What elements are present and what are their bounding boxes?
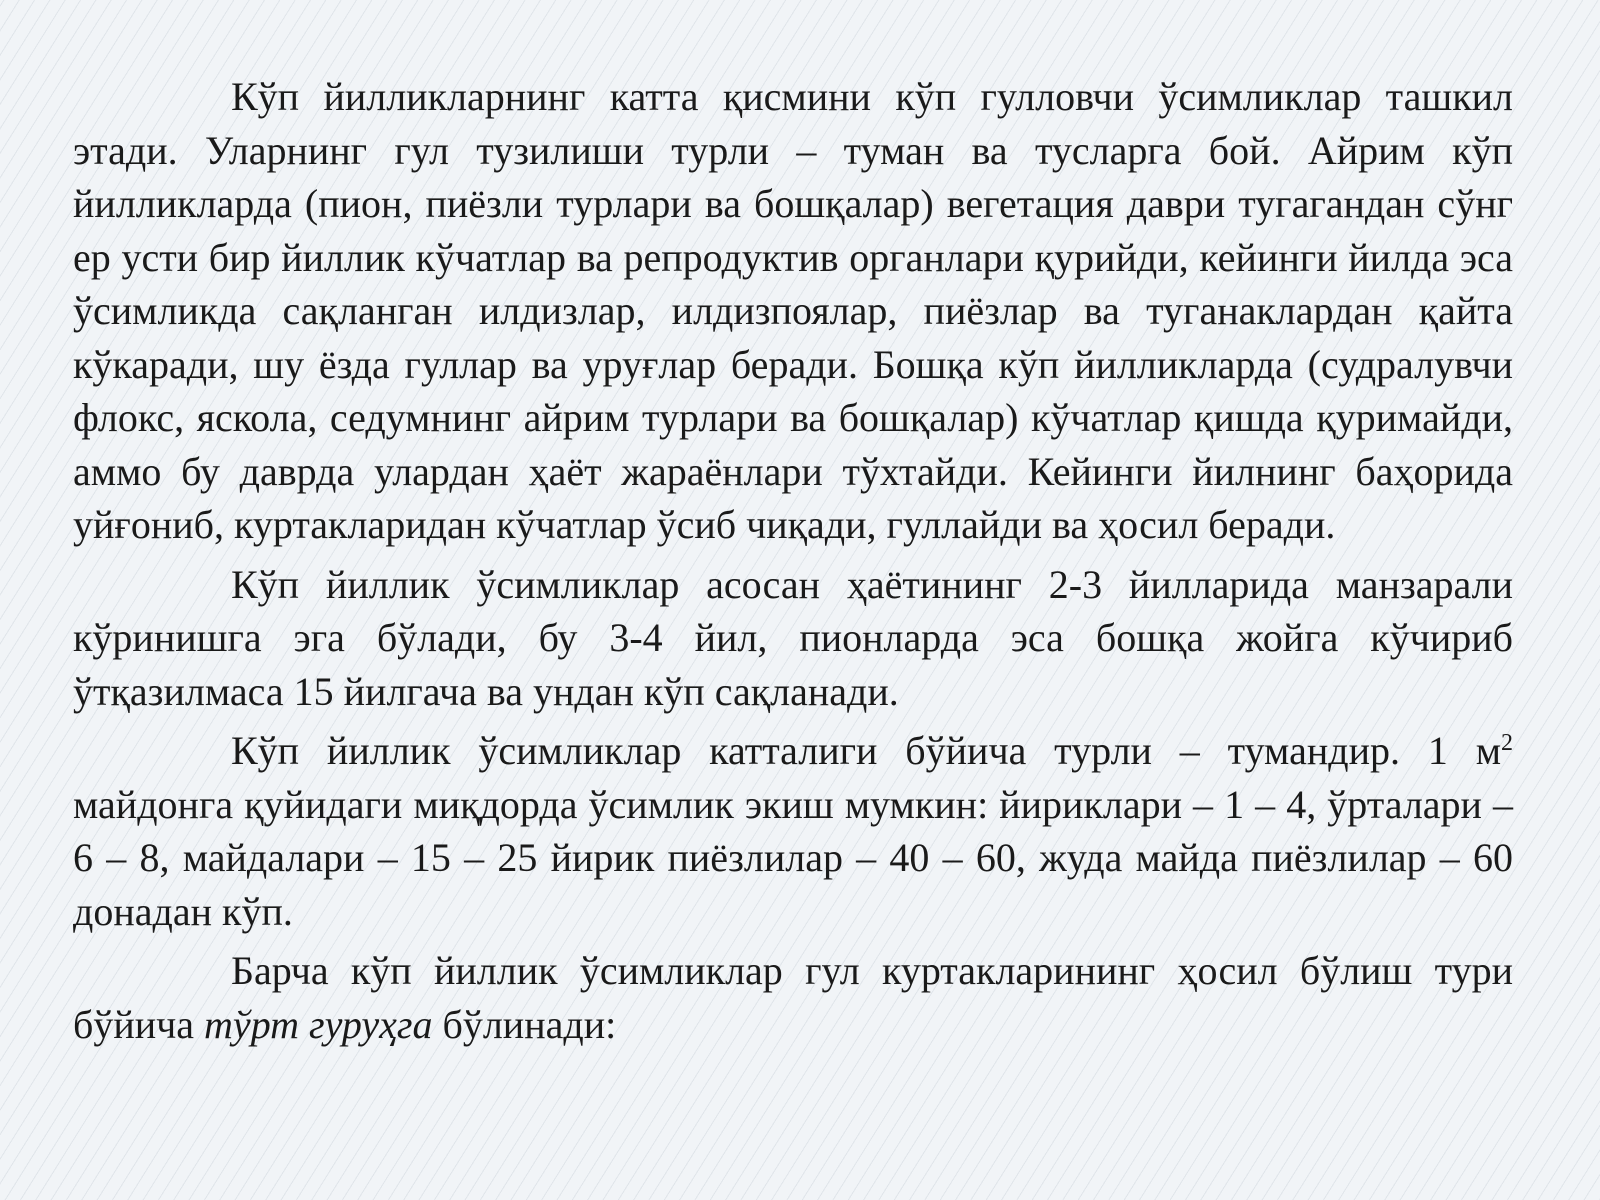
paragraph-4-text-before: Барча кўп йиллик ўсимликлар гул куртакларининг ҳосил бўлиш тури бўйича	[73, 948, 1513, 1047]
four-groups-emphasis: тўрт гуруҳга	[204, 1001, 433, 1047]
paragraph-planting-density	[73, 724, 1513, 938]
paragraph-4-text-after: бўлинади:	[432, 1001, 617, 1047]
paragraph-1-text: Кўп йилликларнинг катта қисмини кўп гулловчи ўсимликлар ташкил этади. Уларнинг гул тузилиши турли – туман ва тусларга бой. Айрим кўп йилликларда (пион, пиёзли турлари ва бошқалар) вегетация даври тугагандан сўнг ер усти бир йиллик кўчатлар ва репродуктив органлари қурийди, кейинги йилда эса ўсимликда сақланган илдизлар, илдизпоялар, пиёзлар ва туганаклардан қайта кўкаради, шу ёзда гуллар ва уруғлар беради. Бошқа кўп йилликларда (судралувчи флокс, яскола, седумнинг айрим турлари ва бошқалар) кўчатлар қишда қуримайди, аммо бу даврда улардан ҳаёт жараёнлари тўхтайди. Кейинги йилнинг баҳорида уйғониб, куртакларидан кўчатлар ўсиб чиқади, гуллайди ва ҳосил беради.	[73, 74, 1513, 547]
slide-content	[73, 70, 1513, 1051]
paragraph-3-text-after: майдонга қуйидаги миқдорда ўсимлик экиш мумкин: йириклари – 1 – 4, ўрталари – 6 – 8, майдалари – 15 – 25 йирик пиёзлилар – 40 – 60, жуда майда пиёзлилар – 60 донадан кўп.	[73, 781, 1513, 934]
paragraph-decorative-lifespan	[73, 558, 1513, 719]
paragraph-3-text-before: Кўп йиллик ўсимликлар катталиги бўйича турли – тумандир. 1 м	[231, 728, 1501, 773]
paragraph-bud-groups	[73, 944, 1513, 1051]
paragraph-2-text: Кўп йиллик ўсимликлар асосан ҳаётининг 2-3 йилларида манзарали кўринишга эга бўлади, бу 3-4 йил, пионларда эса бошқа жойга кўчириб ўтқазилмаса 15 йилгача ва ундан кўп сақланади.	[73, 561, 1513, 714]
paragraph-perennials-flowering	[73, 70, 1513, 552]
square-meter-superscript: 2	[1501, 730, 1513, 756]
